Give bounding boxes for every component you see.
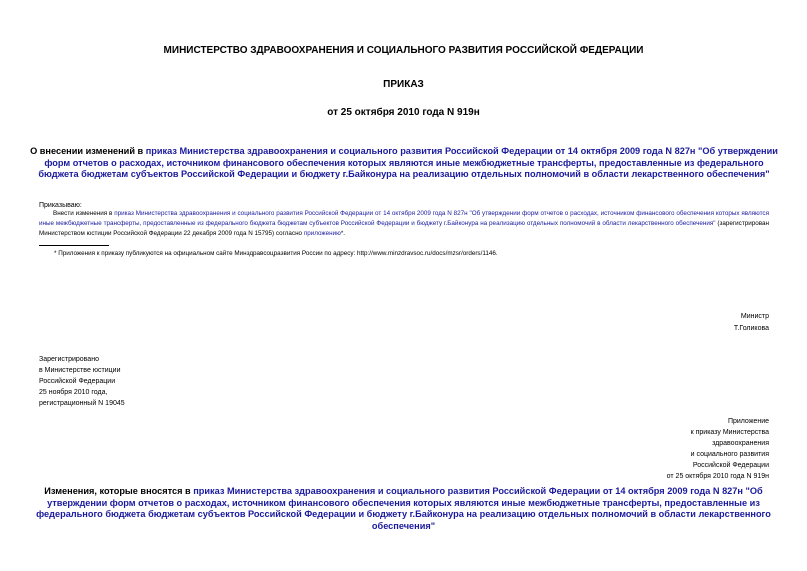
- registration-line: 25 ноября 2010 года,: [39, 389, 108, 396]
- registration-line: в Министерстве юстиции: [39, 367, 121, 374]
- changes-title-link[interactable]: приказ Министерства здравоохранения и социального развития Российской Федерации от 14 октября 2009 года N 827н "Об утверждении форм отчетов о расходах, источником финансового обеспечения которых являются иные межбюджетные трансферты, предоставленные из федерального бюджета бюджетам субъектов Российской Федерации и бюджету г.Байконура на реализацию отдельных полномочий в области лекарственного обеспечения": [36, 486, 771, 531]
- changes-title-prefix: Изменения, которые вносятся в: [44, 486, 194, 496]
- para-suffix: *.: [340, 230, 346, 237]
- title-order-link[interactable]: приказ Министерства здравоохранения и социального развития Российской Федерации от 14 октября 2009 года N 827н "Об утверждении форм отчетов о расходах, источником финансового обеспечения которых являются иные межбюджетные трансферты, предоставленные из федерального бюджета бюджетам субъектов Российской Федерации и бюджету г.Байконура на реализацию отдельных полномочий в области лекарственного обеспечения": [38, 146, 778, 179]
- order-word: Приказываю:: [39, 202, 82, 209]
- appendix-line: и социального развития: [690, 451, 769, 458]
- doc-date-number: от 25 октября 2010 года N 919н: [327, 107, 480, 118]
- appendix-line: здравоохранения: [712, 440, 769, 447]
- signature-name: Т.Голикова: [733, 325, 769, 332]
- appendix-line: Российской Федерации: [692, 462, 769, 469]
- appendix-line: Приложение: [727, 418, 769, 425]
- document-title: [28, 146, 780, 181]
- appendix-line: от 25 октября 2010 года N 919н: [666, 473, 769, 480]
- footnote-divider: [39, 245, 109, 246]
- appendix-block: [560, 416, 769, 482]
- appendix-line: к приказу Министерства: [690, 429, 769, 436]
- registration-line: Зарегистрировано: [39, 356, 99, 363]
- changes-title: [32, 486, 775, 532]
- title-prefix: О внесении изменений в: [30, 146, 146, 156]
- para-order-link[interactable]: приказ Министерства здравоохранения и социального развития Российской Федерации от 14 октября 2009 года N 827н "Об утверждении форм отчетов о расходах, источником финансового обеспечения которых являются иные межбюджетные трансферты, предоставленные из федерального бюджета бюджетам субъектов Российской Федерации и бюджету г.Байконура на реализацию отдельных полномочий в области лекарственного обеспечения": [39, 210, 769, 227]
- registration-line: регистрационный N 19045: [39, 400, 125, 407]
- para-prefix: Внести изменения в: [53, 210, 115, 217]
- para-mid: (зарегистрирован Министерством юстиции Российской Федерации 22 декабря 2009 года N 15795) согласно: [39, 220, 769, 237]
- signature-position: Министр: [740, 313, 769, 320]
- registration-block: [39, 354, 125, 409]
- ministry-heading: МИНИСТЕРСТВО ЗДРАВООХРАНЕНИЯ И СОЦИАЛЬНОГО РАЗВИТИЯ РОССИЙСКОЙ ФЕДЕРАЦИИ: [163, 45, 644, 56]
- appendix-link[interactable]: приложению: [303, 230, 341, 237]
- registration-line: Российской Федерации: [39, 378, 116, 385]
- doc-type-heading: ПРИКАЗ: [383, 79, 424, 90]
- order-paragraph: [39, 209, 769, 239]
- footnote-text: * Приложения к приказу публикуются на официальном сайте Минздравсоцразвития России по адресу: http://www.minzdravsoc.ru/docs/mzsr/orders/1146.: [54, 250, 498, 257]
